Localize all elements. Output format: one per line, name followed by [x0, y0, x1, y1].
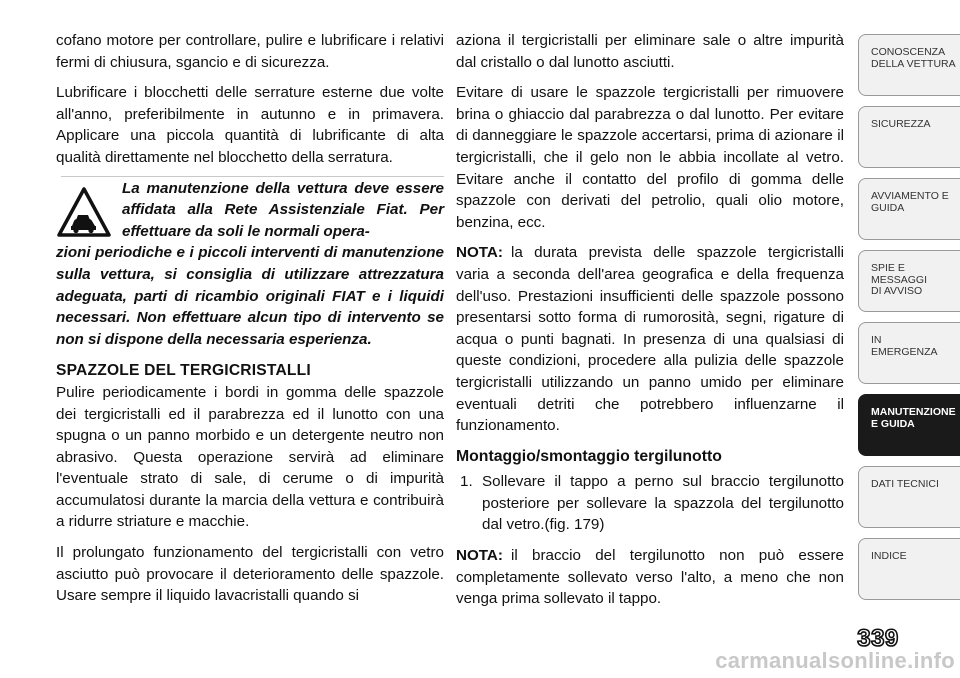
- note-text: la durata prevista delle spazzole tergicristalli varia a seconda dell'area geografica e della frequenza dell'uso. Prestazioni insufficienti delle spazzole possono presentarsi sotto forma di rumorosità, segni, rigature di acqua o punti bagnati. In presenza di una qualsiasi di queste condizioni, procedere alla pulizia delle spazzole tergicristalli utilizzando un panno umido per eliminare eventuali detriti che potrebbero influenzarne il funzionamento.: [456, 244, 844, 435]
- paragraph: Pulire periodicamente i bordi in gomma delle spazzole dei tergicristalli ed il parabrezza ed il lunotto con una spugna o un panno morbido e un detergente neutro non abrasivo. Questa operazione servirà ad eliminare l'eventuale strato di sale, di cerume o di impurità accumulatosi durante la marcia della vettura e contribuirà a ridurre striature e macchie.: [56, 383, 444, 531]
- tab-avviamento-e-guida[interactable]: AVVIAMENTO E GUIDA: [858, 178, 960, 240]
- warning-text: zioni periodiche e i piccoli interventi di manutenzione sulla vettura, si consiglia di utilizzare attrezzatura adeguata, parti di ricambio originali FIAT e i liquidi necessari. Non effettuare alcun tipo di intervento se non si dispone della necessaria esperienza.: [56, 244, 444, 348]
- left-column: [56, 30, 444, 616]
- divider: [61, 176, 444, 177]
- list-item: [456, 471, 844, 536]
- note-paragraph: [456, 242, 844, 436]
- section-heading: SPAZZOLE DEL TERGICRISTALLI: [56, 362, 311, 380]
- tab-indice[interactable]: INDICE: [858, 538, 960, 600]
- watermark: carmanualsonline.info: [715, 648, 955, 673]
- warning-box: [56, 178, 444, 351]
- paragraph: Evitare di usare le spazzole tergicristalli per rimuovere brina o ghiaccio dal parabrezza o dal lunotto. Per evitare di danneggiare le spazzole accertarsi, prima di azionare il tergicristalli, che il gelo non le abbia incollate al vetro. Evitare anche il contatto del profilo di gomma delle spazzole con derivati del petrolio, quali olio motore, benzina, ecc.: [456, 84, 844, 231]
- paragraph: Lubrificare i blocchetti delle serrature esterne due volte all'anno, preferibilmente in autunno e in primavera. Applicare una piccola quantità di lubrificante di alta qualità direttamente nel blocchetto della serratura.: [56, 84, 444, 166]
- subsection-heading: Montaggio/smontaggio tergilunotto: [456, 447, 722, 465]
- note-text: il braccio del tergilunotto non può essere completamente sollevato verso l'alto, a meno che non venga prima sollevato il tappo.: [456, 547, 844, 608]
- warning-text: La manutenzione della vettura deve essere affidata alla Rete Assistenziale Fiat. Per effettuare da soli le normali opera-: [122, 179, 444, 240]
- paragraph: cofano motore per controllare, pulire e lubrificare i relativi fermi di chiusura, sgancio e di sicurezza.: [56, 32, 444, 71]
- tab-in-emergenza[interactable]: IN EMERGENZA: [858, 322, 960, 384]
- paragraph: Il prolungato funzionamento del tergicristalli con vetro asciutto può provocare il deterioramento delle spazzole. Usare sempre il liquido lavacristalli quando si: [56, 544, 444, 605]
- paragraph: aziona il tergicristalli per eliminare sale o altre impurità dal cristallo o dal lunotto asciutti.: [456, 32, 844, 71]
- tab-manutenzione[interactable]: MANUTENZIONE E GUIDA: [858, 394, 960, 456]
- chapter-tabs: [858, 34, 960, 610]
- note-paragraph: [456, 545, 844, 610]
- tab-conoscenza-della-vettura[interactable]: CONOSCENZA DELLA VETTURA: [858, 34, 960, 96]
- page-number: 339: [857, 625, 899, 652]
- note-label: NOTA:: [456, 244, 503, 262]
- tab-sicurezza[interactable]: SICUREZZA: [858, 106, 960, 168]
- note-label: NOTA:: [456, 547, 503, 565]
- list-text: Sollevare il tappo a perno sul braccio tergilunotto posteriore per sollevare la spazzola del tergilunotto dal vetro.(fig. 179): [482, 473, 844, 534]
- list-number: 1.: [460, 473, 473, 491]
- tab-dati-tecnici[interactable]: DATI TECNICI: [858, 466, 960, 528]
- tab-spie-e-messaggi[interactable]: SPIE E MESSAGGI DI AVVISO: [858, 250, 960, 312]
- right-column: [456, 30, 844, 619]
- warning-triangle-car-icon: [56, 186, 112, 238]
